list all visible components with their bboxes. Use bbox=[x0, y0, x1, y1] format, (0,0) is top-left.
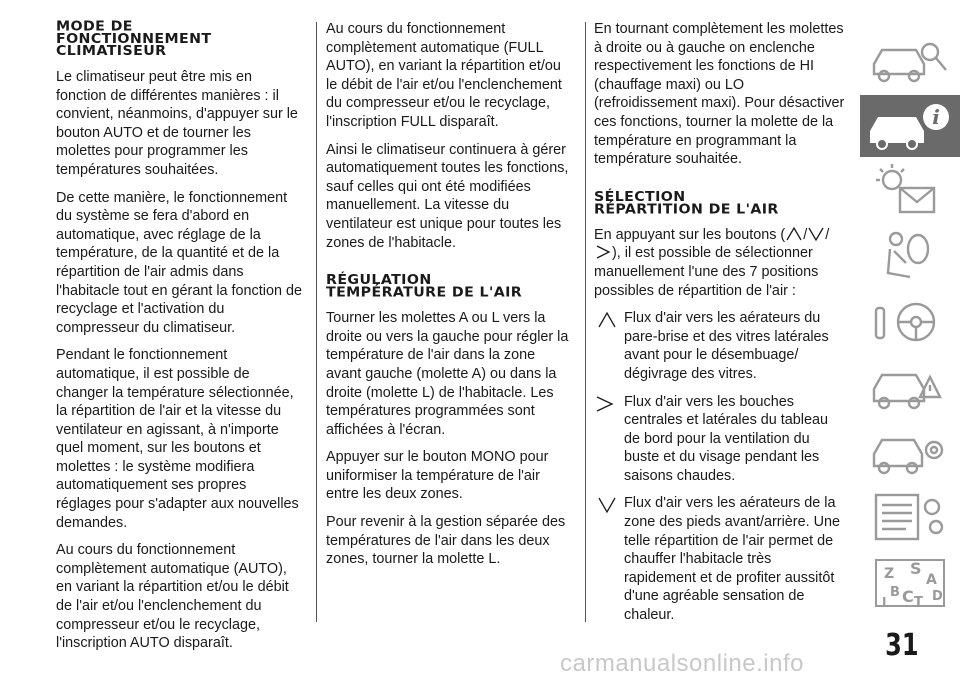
foot-airflow-icon bbox=[596, 495, 618, 515]
paragraph: Pour revenir à la gestion séparée des températures de l'air dans les deux zones, tourner la molette L. bbox=[326, 514, 566, 568]
paragraph: Au cours du fonctionnement complètement automatique (FULL AUTO), en variant la répartition et/ou le débit de l'air et/ou l'enclenchement du compresseur et/ou le recyclage, l'inscription FULL disparaît. bbox=[326, 21, 562, 130]
index-letter: A bbox=[926, 572, 937, 588]
maintenance-icon bbox=[860, 420, 960, 482]
paragraph: Tourner les molettes A ou L vers la droite ou vers la gauche pour régler la température de l'air dans la zone avant gauche (molette A) ou dans la droite (molette L) de l'habitacle. Les températures programmées sont affichées à l'écran. bbox=[326, 310, 569, 438]
text-fragment: En appuyant sur les boutons ( bbox=[594, 226, 786, 243]
car-search-icon bbox=[860, 30, 960, 92]
windshield-airflow-icon bbox=[596, 310, 618, 330]
text-fragment: / bbox=[803, 226, 808, 243]
warning-lights-icon bbox=[860, 160, 960, 222]
heading-line: MODE DE bbox=[56, 19, 133, 35]
index-letter: T bbox=[914, 595, 923, 610]
tab-airbag-seat[interactable] bbox=[860, 225, 960, 287]
face-airflow-icon bbox=[594, 394, 616, 414]
heading-line: RÉGULATION bbox=[326, 272, 432, 289]
heading-line: SÉLECTION bbox=[594, 189, 686, 205]
tab-specs[interactable] bbox=[860, 485, 960, 547]
paragraph: En tournant complètement les molettes à droite ou à gauche on enclenche respectivement les fonctions de HI (chauffage maxi) ou LO (refroidissement maxi). Pour désactiver ces fonctions, tourner la molette de la température en programmant la température souhaitée. bbox=[594, 21, 845, 168]
alphabetical-index-icon bbox=[860, 552, 960, 614]
tab-car-search[interactable] bbox=[860, 30, 960, 92]
column-divider bbox=[585, 22, 586, 622]
page-number: 31 bbox=[885, 628, 919, 663]
tab-warning-lights[interactable] bbox=[860, 160, 960, 222]
list-item-text: Flux d'air vers les aérateurs de la zone des pieds avant/arrière. Une telle répartition de l'air permet de chauffer l'habitacle très rapidement et de profiter aussitôt d'une agréable sensation de chaleur. bbox=[624, 495, 840, 624]
heading-line: RÉPARTITION DE L'AIR bbox=[594, 201, 779, 218]
watermark: carmanualsonline.info bbox=[560, 650, 804, 677]
index-letter: I bbox=[882, 595, 887, 609]
list-item-text: Flux d'air vers les bouches centrales et latérales du tableau de bord pour la ventilation du buste et du visage pendant les saisons chaudes. bbox=[624, 393, 828, 484]
heading-line: CLIMATISEUR bbox=[56, 43, 167, 59]
index-letter: Z bbox=[884, 566, 895, 582]
list-item bbox=[594, 309, 846, 383]
list-item-text: Flux d'air vers les aérateurs du pare-brise et des vitres latérales avant pour le désembuage/ dégivrage des vitres. bbox=[624, 310, 829, 382]
column-2 bbox=[326, 20, 574, 578]
paragraph: Ainsi le climatiseur continuera à gérer automatiquement toutes les fonctions, sauf celles qui ont été modifiées manuellement. La vitesse du ventilateur est unique pour toutes les zones de l'habitacle. bbox=[326, 141, 569, 251]
heading-selection-repartition bbox=[594, 191, 846, 216]
paragraph-buttons bbox=[594, 226, 846, 300]
text-fragment: / bbox=[825, 226, 830, 243]
heading-regulation-temperature bbox=[326, 272, 574, 301]
specs-list-icon bbox=[860, 485, 960, 547]
foot-airflow-icon bbox=[807, 226, 825, 242]
tab-maintenance[interactable] bbox=[860, 420, 960, 482]
index-letter: B bbox=[890, 585, 900, 600]
column-3 bbox=[594, 20, 846, 634]
car-info-icon bbox=[860, 95, 960, 157]
paragraph: Appuyer sur le bouton MONO pour uniformiser la température de l'air entre les deux zones. bbox=[326, 449, 549, 503]
list-item bbox=[594, 494, 846, 624]
tab-alphabetical-index[interactable] bbox=[860, 552, 960, 614]
tab-breakdown[interactable] bbox=[860, 355, 960, 417]
airbag-seat-icon bbox=[860, 225, 960, 287]
paragraph: Pendant le fonctionnement automatique, il est possible de changer la température sélectionnée, la répartition de l'air et la vitesse du ventilateur en agissant, à n'importe quel moment, sur les boutons et molettes : le système modifiera automatiquement ses propres réglages pour s'adapter aux nouvelles demandes. bbox=[56, 347, 299, 531]
tab-car-info[interactable] bbox=[860, 95, 960, 157]
heading-line: FONCTIONNEMENT bbox=[56, 31, 212, 47]
index-letter: D bbox=[932, 589, 943, 604]
svg-text:i: i bbox=[932, 105, 940, 129]
paragraph: Au cours du fonctionnement complètement automatique (AUTO), en variant la répartition et/ou le débit de l'air et/ou l'enclenchement du compresseur et/ou le recyclage, l'inscription AUTO disparaît. bbox=[56, 542, 289, 652]
paragraph: De cette manière, le fonctionnement du système se fera d'abord en automatique, avec réglage de la température, de la quantité et de la répartition de l'air admis dans l'habitacle tout en gérant la fonction de recyclage et l'activation du compresseur du climatiseur. bbox=[56, 189, 302, 336]
windshield-airflow-icon bbox=[785, 226, 803, 242]
heading-line: TEMPÉRATURE DE L'AIR bbox=[326, 285, 523, 301]
index-letter: S bbox=[910, 559, 922, 578]
key-steering-icon bbox=[860, 290, 960, 352]
face-airflow-icon bbox=[594, 244, 612, 260]
column-divider bbox=[316, 22, 317, 622]
column-1 bbox=[56, 20, 304, 662]
heading-mode-fonctionnement bbox=[56, 21, 304, 58]
index-letter: C bbox=[902, 587, 914, 606]
paragraph: Le climatiseur peut être mis en fonction de différentes manières : il convient, néanmoins, d'appuyer sur le bouton AUTO et de tourner les molettes pour programmer les températures souhaitées. bbox=[56, 69, 298, 178]
text-fragment: ), il est possible de sélectionner manuellement l'une des 7 positions possibles de répartition de l'air : bbox=[594, 245, 819, 299]
list-item bbox=[594, 393, 846, 486]
tab-key-steering[interactable] bbox=[860, 290, 960, 352]
breakdown-car-icon bbox=[860, 355, 960, 417]
